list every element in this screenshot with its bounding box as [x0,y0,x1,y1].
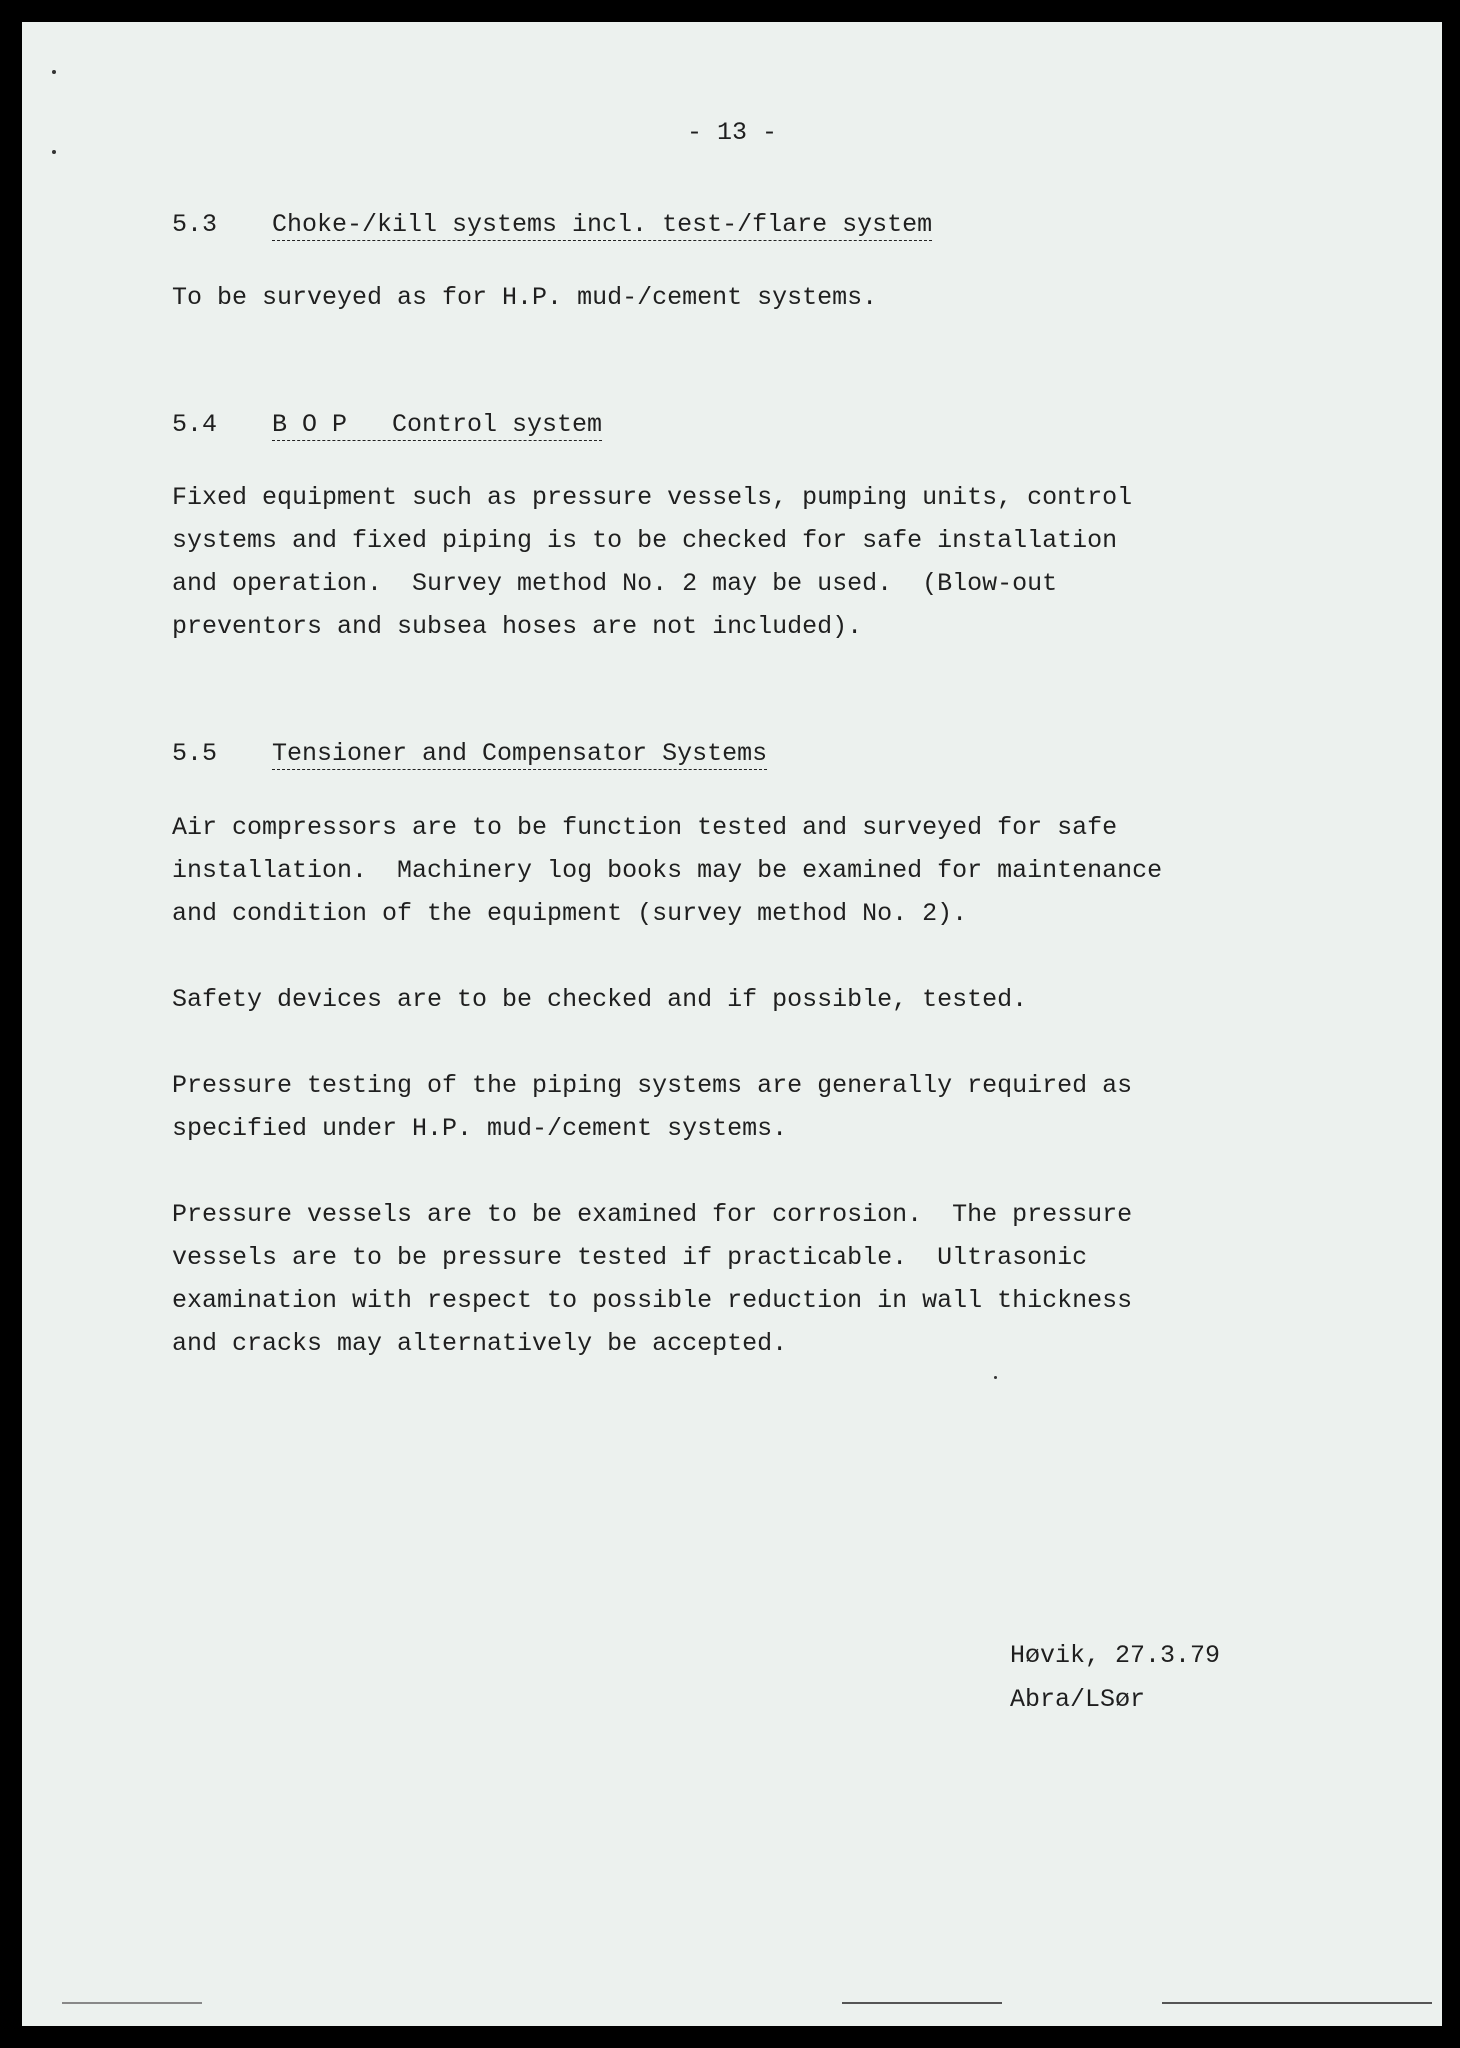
section-5-5-paragraph-4: Pressure vessels are to be examined for corrosion. The pressure vessels are to be pressure tested if practicable. Ultrasonic examination with respect to possible reduction in wall thickness and cracks may alternatively be accepted. [172,1200,1133,1358]
scan-speck [994,1376,997,1379]
section-title: Choke-/kill systems incl. test-/flare system [272,210,933,239]
section-title: B O P Control system [272,410,603,439]
scan-speck [52,70,56,74]
section-5-4-paragraph-1: Fixed equipment such as pressure vessels, pumping units, control systems and fixed piping is to be checked for safe installation and operation. Survey method No. 2 may be used. (Blow-out preventors and subsea hoses are not included). [172,483,1133,641]
section-heading-5-3 [172,210,932,239]
document-page [22,22,1442,2026]
section-5-5-paragraph-1: Air compressors are to be function tested and surveyed for safe installation. Machinery log books may be examined for maintenance and condition of the equipment (survey method No. 2). [172,813,1163,928]
section-5-5-paragraph-2: Safety devices are to be checked and if possible, tested. [172,985,1028,1014]
section-number: 5.5 [172,739,218,768]
page-number: - 13 - [686,118,777,147]
scan-mark-line [62,2002,202,2004]
place-date: Høvik, 27.3.79 [1010,1641,1221,1670]
scan-mark-line [1162,2002,1432,2004]
section-5-3-paragraph-1: To be surveyed as for H.P. mud-/cement systems. [172,283,878,312]
scan-mark-line [842,2002,1002,2004]
section-5-5-paragraph-3: Pressure testing of the piping systems are generally required as specified under H.P. mud-/cement systems. [172,1071,1133,1143]
section-number: 5.4 [172,410,218,439]
section-number: 5.3 [172,210,218,239]
section-title: Tensioner and Compensator Systems [272,739,768,768]
section-heading-5-5 [172,739,767,768]
section-heading-5-4 [172,410,602,439]
signature-block [1010,1634,1220,1722]
author-initials: Abra/LSør [1010,1685,1146,1714]
scan-speck [52,150,56,154]
